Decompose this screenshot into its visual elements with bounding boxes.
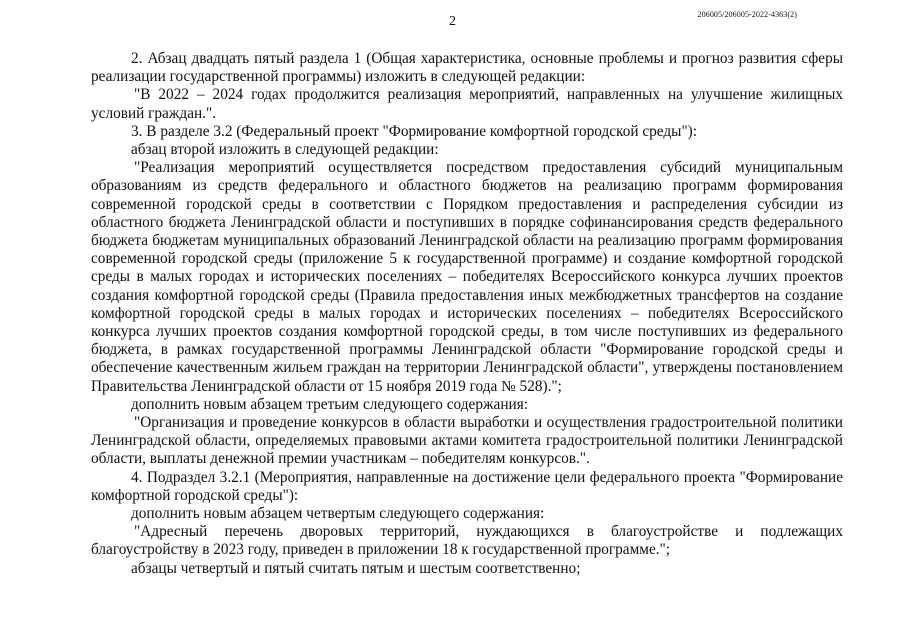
paragraph-quote-housing: "В 2022 – 2024 годах продолжится реализация мероприятий, направленных на улучшение жилищных условий граждан.". [91,86,843,122]
page-number: 2 [449,14,456,29]
paragraph-instruction-third: дополнить новым абзацем третьим следующего содержания: [131,395,528,413]
paragraph-instruction-second: абзац второй изложить в следующей редакции: [131,141,439,159]
paragraph-quote-address-list: "Адресный перечень дворовых территорий, нуждающихся в благоустройстве и подлежащих благоустройству в 2023 году, приведен в приложении 18 к государственной программе."; [91,523,843,559]
paragraph-quote-contests: "Организация и проведение конкурсов в области выработки и осуществления градостроительной политики Ленинградской области, определяемых правовыми актами комитета градостроительной политики Ленинградской области, выплаты денежной премии участникам – победителям конкурсов.". [91,414,843,468]
paragraph-item-3: 3. В разделе 3.2 (Федеральный проект "Формирование комфортной городской среды"): [131,122,698,140]
paragraph-renumbering: абзацы четвертый и пятый считать пятым и шестым соответственно; [131,559,581,577]
document-code: 206005/206005-2022-4363(2) [697,10,797,19]
paragraph-instruction-fourth: дополнить новым абзацем четвертым следующего содержания: [131,505,545,523]
paragraph-quote-subsidies: "Реализация мероприятий осуществляется посредством предоставления субсидий муниципальным образованиям из средств федерального и областного бюджетов на реализацию программ формирования современной городской среды в соответствии с Порядком предоставления и распределения субсидии из областного бюджета Ленинградской области и поступивших в порядке софинансирования средств федерального бюджета бюджетам муниципальных образований Ленинградской области на реализацию программ формирования современной городской среды (приложение 5 к государственной программе) и создание комфортной городской среды в малых городах и исторических поселениях – победителях Всероссийского конкурса лучших проектов создания комфортной городской среды (Правила предоставления иных межбюджетных трансфертов на создание комфортной городской среды в малых городах и исторических поселениях – победителях Всероссийского конкурса лучших проектов создания комфортной городской среды, в том числе поступивших из федерального бюджета, в рамках государственной программы Ленинградской области "Формирование городской среды и обеспечение качественным жильем граждан на территории Ленинградской области", утверждены постановлением Правительства Ленинградской области от 15 ноября 2019 года № 528)."; [91,159,843,395]
paragraph-item-4: 4. Подраздел 3.2.1 (Мероприятия, направленные на достижение цели федерального проекта "Формирование комфортной городской среды"): [91,468,843,504]
document-body [91,50,843,578]
paragraph-item-2: 2. Абзац двадцать пятый раздела 1 (Общая характеристика, основные проблемы и прогноз развития сферы реализации государственной программы) изложить в следующей редакции: [91,50,843,86]
